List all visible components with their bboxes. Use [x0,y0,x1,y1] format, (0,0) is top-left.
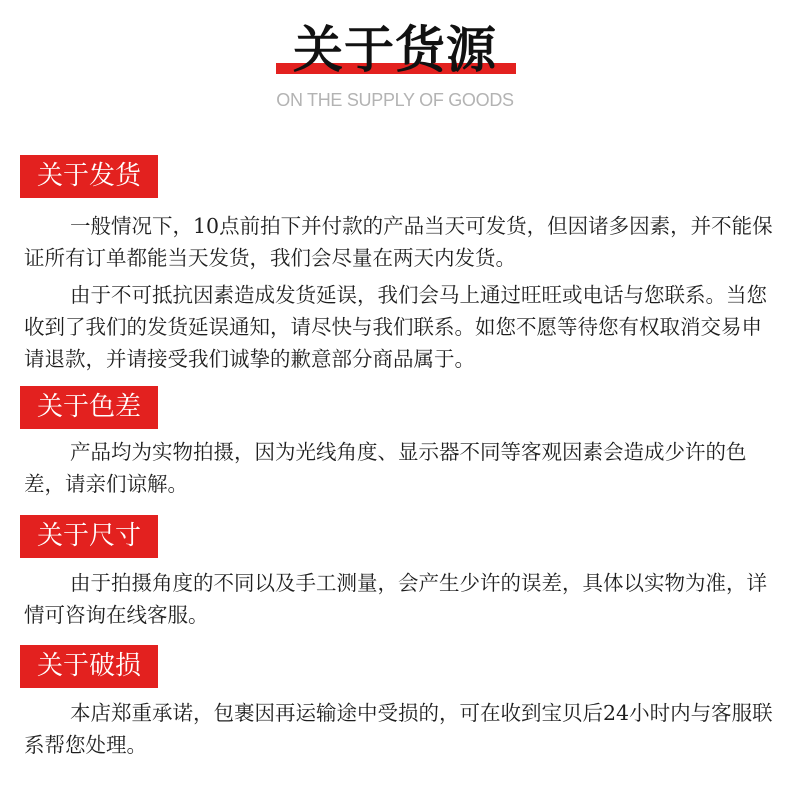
page-header [0,0,790,120]
section-label-shipping: 关于发货 [20,155,158,198]
color-difference-paragraph: 产品均为实物拍摄，因为光线角度、显示器不同等客观因素会造成少许的色差，请亲们谅解。 [24,440,747,496]
section-label-size: 关于尺寸 [20,515,158,558]
size-paragraph: 由于拍摄角度的不同以及手工测量，会产生少许的误差，具体以实物为准，详情可咨询在线客服。 [24,571,767,627]
shipping-paragraph-1: 一般情况下，10点前拍下并付款的产品当天可发货，但因诸多因素，并不能保证所有订单都能当天发货，我们会尽量在两天内发货。 [24,214,773,270]
page-title: 关于货源 [293,21,497,79]
section-label-damage: 关于破损 [20,645,158,688]
page-subtitle: ON THE SUPPLY OF GOODS [276,90,514,110]
shipping-paragraph-2: 由于不可抵抗因素造成发货延误，我们会马上通过旺旺或电话与您联系。当您收到了我们的发货延误通知，请尽快与我们联系。如您不愿等待您有权取消交易申请退款，并请接受我们诚挚的歉意部分商品属于。 [24,283,767,371]
damage-paragraph: 本店郑重承诺，包裹因再运输途中受损的，可在收到宝贝后24小时内与客服联系帮您处理。 [24,701,773,757]
section-label-color-difference: 关于色差 [20,386,158,429]
